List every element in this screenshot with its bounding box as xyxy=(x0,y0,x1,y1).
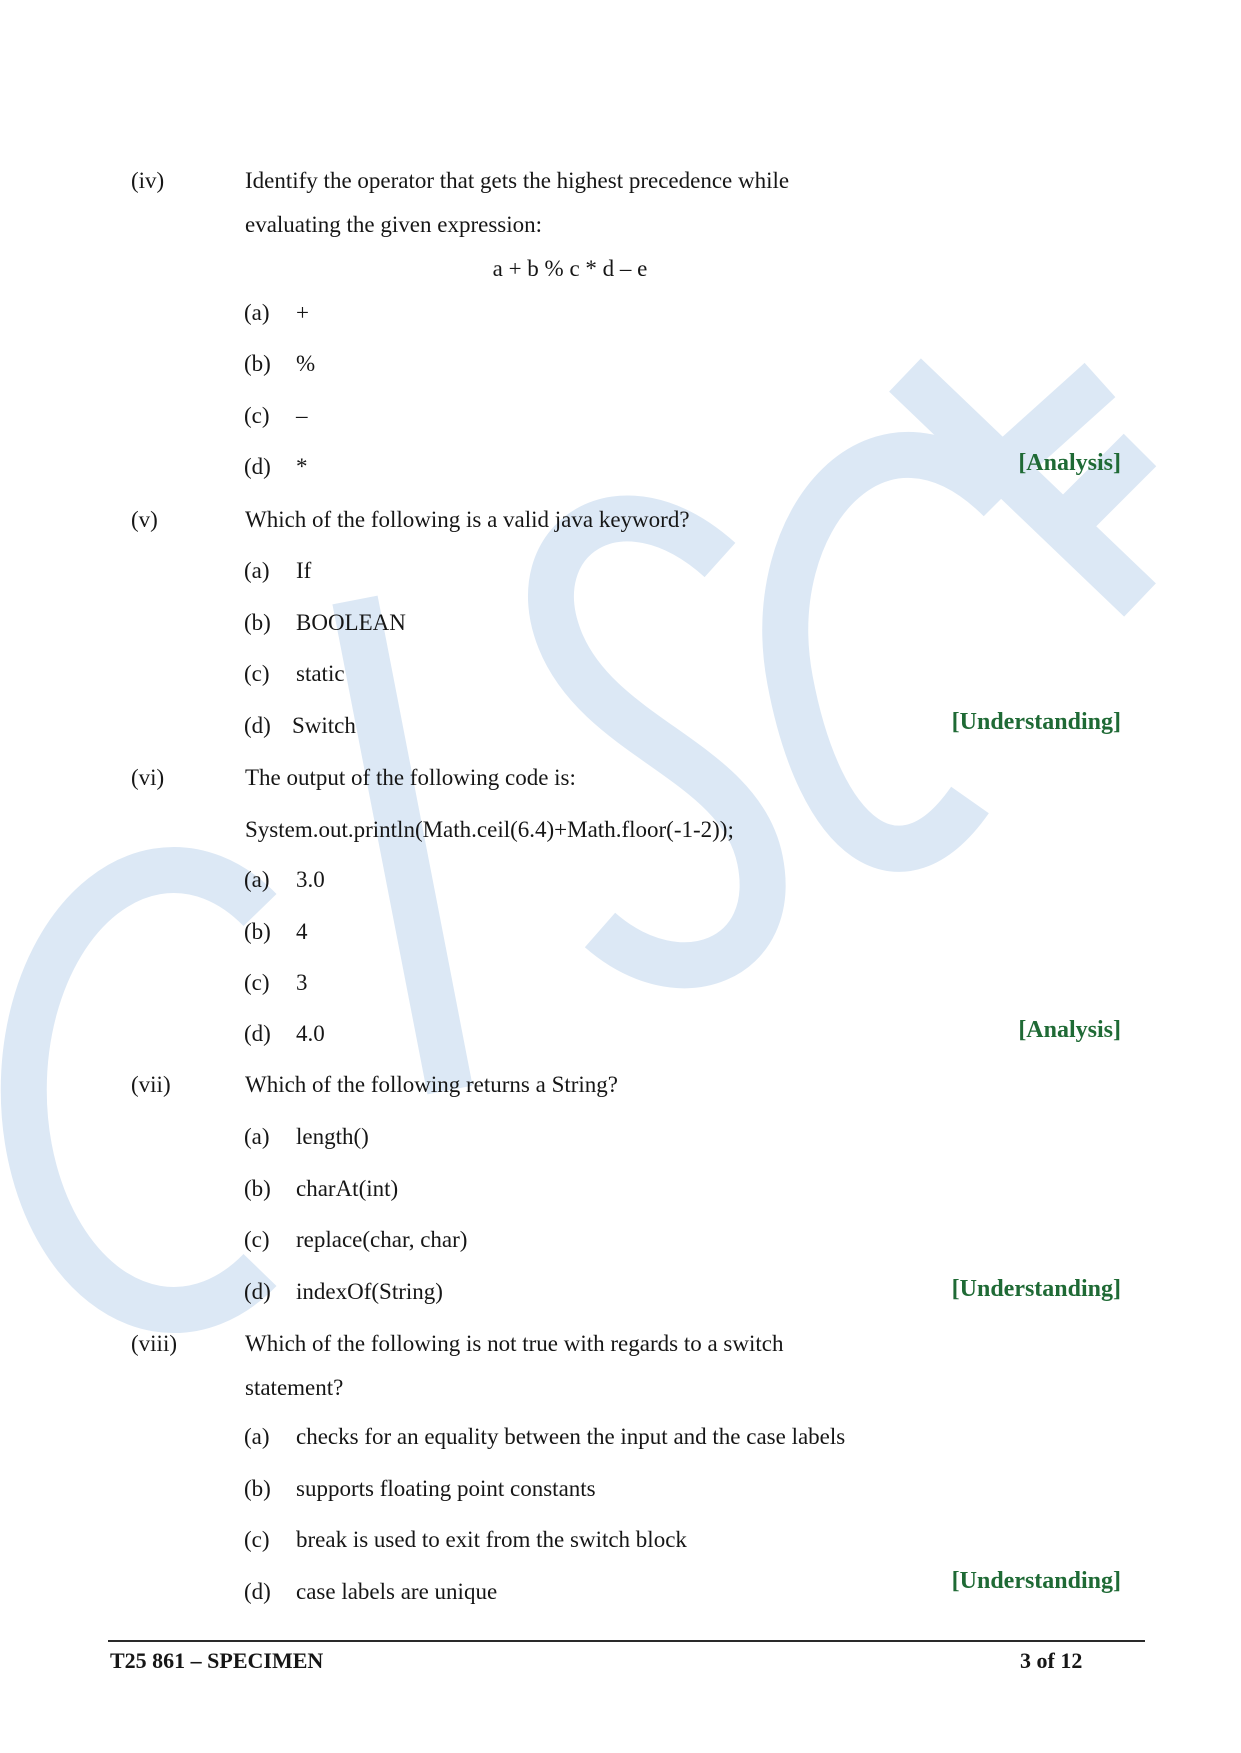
option-label: (b) xyxy=(244,919,271,944)
option-label: (c) xyxy=(244,661,270,686)
option xyxy=(244,300,309,326)
option-text: + xyxy=(296,300,309,325)
option-text: Switch xyxy=(292,713,356,738)
code-line: System.out.println(Math.ceil(6.4)+Math.floor(-1-2)); xyxy=(245,817,734,842)
option-label: (b) xyxy=(244,1176,271,1201)
option-text: length() xyxy=(296,1124,369,1149)
footer-rule xyxy=(108,1640,1145,1642)
option xyxy=(244,1527,687,1553)
question-stem-line: statement? xyxy=(245,1375,344,1400)
option-text: – xyxy=(296,403,308,428)
option xyxy=(244,867,325,893)
option xyxy=(244,919,308,945)
option xyxy=(244,454,308,480)
option-text: 3.0 xyxy=(296,867,325,892)
option-text: 4 xyxy=(296,919,308,944)
paper-code: T25 861 – SPECIMEN xyxy=(110,1648,324,1673)
option-label: (a) xyxy=(244,558,270,583)
option-text: case labels are unique xyxy=(296,1579,498,1604)
option-label: (b) xyxy=(244,351,271,376)
skill-tag: [Understanding] xyxy=(951,1276,1121,1302)
option-label: (c) xyxy=(244,403,270,428)
skill-tag: [Analysis] xyxy=(1018,1017,1121,1043)
option-label: (b) xyxy=(244,610,271,635)
option-text: checks for an equality between the input and the case labels xyxy=(296,1424,846,1449)
watermark-letter-s xyxy=(551,518,763,965)
question-number: (vi) xyxy=(131,765,165,790)
option-label: (d) xyxy=(244,1021,271,1046)
skill-tag: [Analysis] xyxy=(1018,450,1121,476)
option-label: (d) xyxy=(244,454,271,479)
option-text: BOOLEAN xyxy=(296,610,406,635)
watermark-letter-e xyxy=(905,375,1140,600)
question-stem-line: Which of the following returns a String? xyxy=(245,1072,619,1097)
option-label: (a) xyxy=(244,1424,270,1449)
question-number: (v) xyxy=(131,507,158,532)
option xyxy=(244,558,311,584)
option xyxy=(244,1176,398,1202)
option xyxy=(244,1021,325,1047)
question-stem-line: Which of the following is not true with regards to a switch xyxy=(245,1331,784,1356)
question-number: (iv) xyxy=(131,168,165,193)
option-label: (c) xyxy=(244,970,270,995)
option xyxy=(244,1579,497,1605)
question-number: (vii) xyxy=(131,1072,171,1097)
option-label: (a) xyxy=(244,867,270,892)
option-label: (a) xyxy=(244,300,270,325)
option xyxy=(244,1124,369,1150)
skill-tag: [Understanding] xyxy=(951,709,1121,735)
option xyxy=(244,403,308,429)
option xyxy=(244,351,315,377)
option-text: If xyxy=(296,558,312,583)
option-label: (d) xyxy=(244,1279,271,1304)
option-text: replace(char, char) xyxy=(296,1227,468,1252)
option xyxy=(244,661,345,687)
option-text: supports floating point constants xyxy=(296,1476,596,1501)
option xyxy=(244,1279,443,1305)
option-text: charAt(int) xyxy=(296,1176,399,1201)
page-number: 3 of 12 xyxy=(1020,1648,1083,1673)
question-stem-line: evaluating the given expression: xyxy=(245,212,543,237)
option-label: (c) xyxy=(244,1527,270,1552)
option-label: (a) xyxy=(244,1124,270,1149)
question-stem-line: Identify the operator that gets the highest precedence while xyxy=(245,168,790,193)
option xyxy=(244,1424,845,1450)
option xyxy=(244,713,356,739)
option-label: (b) xyxy=(244,1476,271,1501)
question-number: (viii) xyxy=(131,1331,177,1356)
expression: a + b % c * d – e xyxy=(492,256,648,281)
option-label: (d) xyxy=(244,1579,271,1604)
option-text: 4.0 xyxy=(296,1021,325,1046)
option-text: 3 xyxy=(296,970,308,995)
question-stem-line: Which of the following is a valid java keyword? xyxy=(245,507,690,532)
option xyxy=(244,1227,467,1253)
option-text: % xyxy=(296,351,316,376)
option-text: static xyxy=(296,661,345,686)
option xyxy=(244,1476,596,1502)
question-stem-line: The output of the following code is: xyxy=(245,765,576,790)
option-text: * xyxy=(296,454,308,479)
option-label: (d) xyxy=(244,713,271,738)
option xyxy=(244,610,406,636)
option-text: indexOf(String) xyxy=(296,1279,443,1304)
option-text: break is used to exit from the switch block xyxy=(296,1527,687,1552)
option-label: (c) xyxy=(244,1227,270,1252)
option xyxy=(244,970,308,996)
skill-tag: [Understanding] xyxy=(951,1568,1121,1594)
